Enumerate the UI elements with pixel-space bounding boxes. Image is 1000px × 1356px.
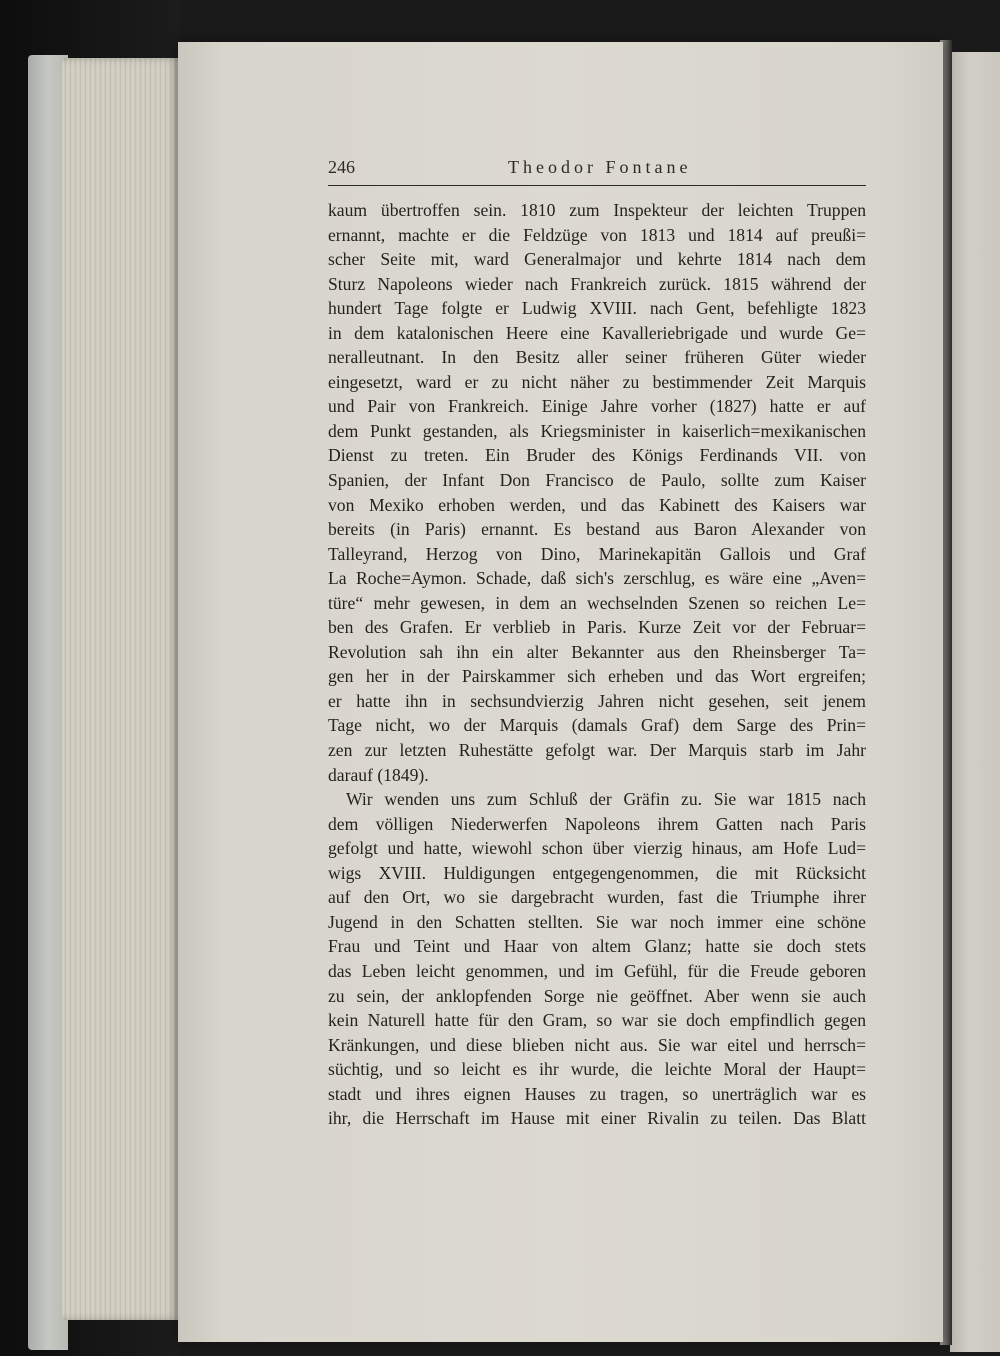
text-line: hundert Tage folgte er Ludwig XVIII. nach Gent, befehligte 1823 — [328, 298, 866, 319]
text-line: stadt und ihres eignen Hauses zu tragen, so unerträglich war es — [328, 1083, 866, 1104]
text-line: ernannt, machte er die Feldzüge von 1813 und 1814 auf preußi= — [328, 224, 866, 245]
text-line: dem völligen Niederwerfen Napoleons ihrem Gatten nach Paris — [328, 813, 866, 834]
text-line: kein Naturell hatte für den Gram, so war sie doch empfindlich gegen — [328, 1010, 866, 1031]
text-line: Spanien, der Infant Don Francisco de Paulo, sollte zum Kaiser — [328, 470, 866, 491]
text-line: auf den Ort, wo sie dargebracht wurden, fast die Triumphe ihrer — [328, 887, 866, 908]
text-line: Revolution sah ihn ein alter Bekannter aus den Rheinsberger Ta= — [328, 641, 866, 662]
text-line: zu sein, der anklopfenden Sorge nie geöffnet. Aber wenn sie auch — [328, 985, 866, 1006]
text-line: ben des Grafen. Er verblieb in Paris. Kurze Zeit vor der Februar= — [328, 617, 866, 638]
text-line: er hatte ihn in sechsundvierzig Jahren nicht gesehen, seit jenem — [328, 690, 866, 711]
text-line: süchtig, und so leicht es ihr wurde, die leichte Moral der Haupt= — [328, 1059, 866, 1080]
text-line: ihr, die Herrschaft im Hause mit einer Rivalin zu teilen. Das Blatt — [328, 1108, 866, 1129]
text-line: in dem katalonischen Heere eine Kavalleriebrigade und wurde Ge= — [328, 322, 866, 343]
text-line: Tage nicht, wo der Marquis (damals Graf) dem Sarge des Prin= — [328, 715, 866, 736]
page-number: 246 — [328, 157, 355, 177]
text-line: und Pair von Frankreich. Einige Jahre vorher (1827) hatte er auf — [328, 396, 866, 417]
text-line: wigs XVIII. Huldigungen entgegengenommen, die mit Rücksicht — [328, 862, 866, 883]
text-line: Sturz Napoleons wieder nach Frankreich zurück. 1815 während der — [328, 273, 866, 294]
text-line: bereits (in Paris) ernannt. Es bestand aus Baron Alexander von — [328, 519, 866, 540]
body-text — [328, 198, 866, 1131]
text-line: Wir wenden uns zum Schluß der Gräfin zu. Sie war 1815 nach — [346, 789, 866, 810]
text-line: Kränkungen, und diese blieben nicht aus. Sie war eitel und herrsch= — [328, 1034, 866, 1055]
page-stack-edges — [62, 58, 182, 1320]
running-head: Theodor Fontane — [508, 157, 692, 177]
text-line: Jugend in den Schatten stellten. Sie war noch immer eine schöne — [328, 911, 866, 932]
text-line: dem Punkt gestanden, als Kriegsminister in kaiserlich=mexikanischen — [328, 420, 866, 441]
text-line: Frau und Teint und Haar von altem Glanz; hatte sie doch stets — [328, 936, 866, 957]
text-line: kaum übertroffen sein. 1810 zum Inspekteur der leichten Truppen — [328, 200, 866, 220]
text-line: gefolgt und hatte, wiewohl schon über vierzig hinaus, am Hofe Lud= — [328, 838, 866, 859]
paragraph — [328, 787, 866, 1131]
text-line: scher Seite mit, ward Generalmajor und kehrte 1814 nach dem — [328, 249, 866, 270]
text-line: darauf (1849). — [328, 764, 429, 785]
text-line: das Leben leicht genommen, und im Gefühl, für die Freude geboren — [328, 960, 866, 981]
text-line: türe“ mehr gewesen, in dem an wechselnden Szenen so reichen Le= — [328, 592, 866, 613]
page-header — [328, 155, 866, 186]
paragraph — [328, 198, 866, 787]
text-line: Dienst zu treten. Ein Bruder des Königs Ferdinands VII. von — [328, 445, 866, 466]
text-line: La Roche=Aymon. Schade, daß sich's zerschlug, es wäre eine „Aven= — [328, 568, 866, 589]
text-line: Talleyrand, Herzog von Dino, Marinekapitän Gallois und Graf — [328, 543, 866, 564]
facing-page — [950, 52, 1000, 1352]
text-line: von Mexiko erhoben werden, und das Kabinett des Kaisers war — [328, 494, 866, 515]
text-line: zen zur letzten Ruhestätte gefolgt war. Der Marquis starb im Jahr — [328, 740, 866, 761]
text-line: gen her in der Pairskammer sich erheben und das Wort ergreifen; — [328, 666, 866, 687]
text-line: neralleutnant. In den Besitz aller seiner früheren Güter wieder — [328, 347, 866, 368]
text-line: eingesetzt, ward er zu nicht näher zu bestimmender Zeit Marquis — [328, 371, 866, 392]
